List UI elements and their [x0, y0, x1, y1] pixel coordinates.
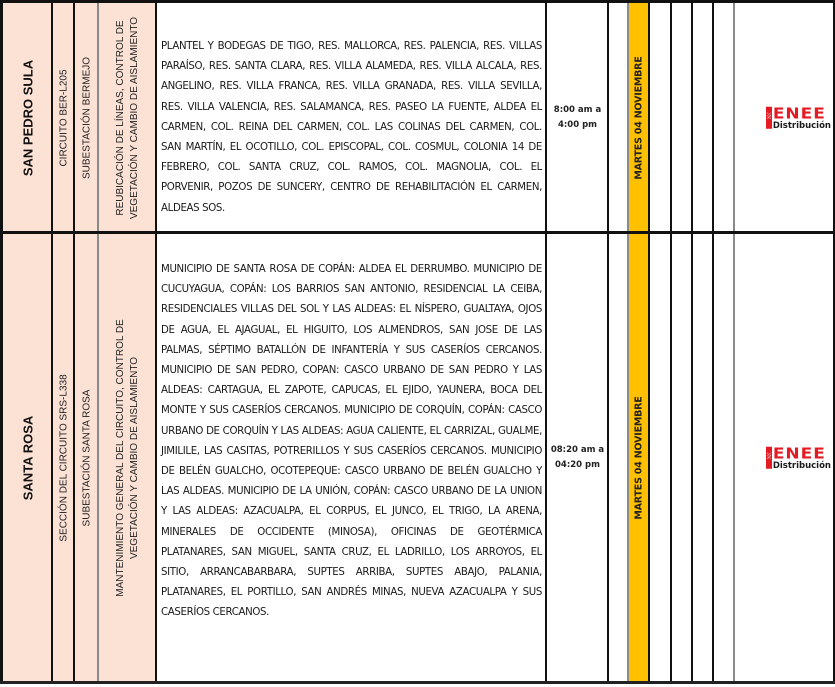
- affected-areas-cell: [155, 234, 546, 681]
- city-name: SAN PEDRO SULA: [20, 59, 35, 176]
- circuit-label: CIRCUITO BER-L205: [58, 68, 69, 167]
- city-cell: [0, 3, 52, 232]
- empty-cell: [670, 3, 692, 232]
- empty-cell: [648, 3, 671, 232]
- circuit-cell: [51, 3, 74, 232]
- affected-areas-text: MUNICIPIO DE SANTA ROSA DE COPÁN: ALDEA EL DERRUMBO. MUNICIPIO DE CUCUYAGUA, COPÁN: LOS BARRIOS SAN ANTONIO, RESIDENCIAL LA CEIBA, RESIDENCIALES VILLAS DEL SOL Y LAS ALDEAS: EL NÍSPERO, GUALTAYA, OJOS DE AGUA, EL AJAGUAL, EL HIGUITO, LOS ALMENDROS, SAN JOSE DE LAS PALMAS, SÉPTIMO BATALLÓN DE INFANTERÍA Y SUS CASERÍOS CERCANOS. MUNICIPIO DE SAN PEDRO, COPAN: CASCO URBANO DE SAN PEDRO Y LAS ALDEAS: CARTAGUA, EL ZAPOTE, CAPUCAS, EL EJIDO, YAUNERA, BOCA DEL MONTE Y SUS CASERÍOS CERCANOS. MUNICIPIO DE CORQUÍN, COPÁN: CASCO URBANO DE CORQUÍN Y LAS ALDEAS: AGUA CALIENTE, EL CARRIZAL, GUALME, JIMILILE, LAS CASITAS, POTRERILLOS Y SUS CASERÍOS CERCANOS. MUNICIPIO DE BELÉN GUALCHO, OCOTEPEQUE: CASCO URBANO DE BELÉN GUALCHO Y LAS ALDEAS. MUNICIPIO DE LA UNIÓN, COPÁN: CASCO URBANO DE LA UNION Y LAS ALDEAS: AZACUALPA, EL CORPUS, EL JUNCO, EL TRIGO, LA ARENA, MINERALES DE OCCIDENTE (MINOSA), OFICINAS DE GEOTÉRMICA PLATANARES, SAN MIGUEL, SANTA CRUZ, EL LADRILLO, LOS ARROYOS, EL SITIO, ARRANCABARBARA, SUPTES ARRIBA, SUPTES ABAJO, PALANIA, PLATANARES, EL PORTILLO, SAN ANDRÉS MINAS, NUEVA AZACUALPA Y SUS CASERÍOS CERCANOS.: [161, 264, 542, 619]
- date-label: MARTES 04 NOVIEMBRE: [633, 55, 645, 180]
- date-label: MARTES 04 NOVIEMBRE: [633, 395, 645, 520]
- work-description-cell: [97, 3, 156, 232]
- schedule-time-cell: [545, 234, 608, 681]
- enee-logo-mark-icon: [766, 447, 772, 469]
- empty-cell: [712, 234, 734, 681]
- schedule-time: [547, 443, 608, 473]
- empty-cell: [670, 234, 692, 681]
- enee-logo: [735, 445, 833, 470]
- date-cell: [627, 234, 649, 681]
- substation-label: SUBESTACIÓN BERMEJO: [81, 56, 92, 179]
- substation-label: SUBESTACIÓN SANTA ROSA: [81, 389, 92, 526]
- work-description: [114, 319, 142, 596]
- empty-cell: [691, 234, 713, 681]
- enee-logo: [735, 105, 833, 130]
- schedule-time: [547, 103, 608, 133]
- substation-cell: [73, 234, 98, 681]
- table-row-santa-rosa: [0, 231, 835, 684]
- schedule-time-cell: [545, 3, 608, 232]
- work-description-cell: [97, 234, 156, 681]
- circuit-label: SECCIÓN DEL CIRCUITO SRS-L338: [58, 373, 69, 542]
- empty-cell: [648, 234, 671, 681]
- work-description-line-2: VEGETACIÓN Y CAMBIO DE AISLAMIENTO: [128, 16, 140, 219]
- empty-cell: [691, 3, 713, 232]
- logo-subtitle: Distribución: [772, 120, 831, 131]
- empty-cell: [607, 234, 628, 681]
- logo-cell: [733, 234, 835, 681]
- time-start: 08:20 am a: [550, 444, 605, 455]
- table-row-san-pedro-sula: [0, 0, 835, 232]
- date-cell: [627, 3, 649, 232]
- empty-cell: [712, 3, 734, 232]
- city-cell: [0, 234, 52, 681]
- logo-cell: [733, 3, 835, 232]
- work-description: [114, 16, 142, 218]
- work-description-line-1: MANTENIMIENTO GENERAL DEL CIRCUITO, CONTROL DE: [114, 318, 126, 597]
- logo-brand: ENEE: [772, 444, 826, 463]
- circuit-cell: [51, 234, 74, 681]
- city-name: SANTA ROSA: [20, 415, 35, 500]
- logo-subtitle: Distribución: [772, 460, 831, 471]
- work-description-line-2: VEGETACIÓN Y CAMBIO DE AISLAMIENTO: [128, 356, 140, 559]
- enee-logo-mark-icon: [766, 107, 772, 129]
- substation-cell: [73, 3, 98, 232]
- affected-areas-text: PLANTEL Y BODEGAS DE TIGO, RES. MALLORCA, RES. PALENCIA, RES. VILLAS PARAÍSO, RES. SANTA CLARA, RES. VILLA ALAMEDA, RES. VILLA ALCALA, RES. ANGELINO, RES. VILLA FRANCA, RES. VILLA GRANADA, RES. VILLA SEVILLA, RES. VILLA VALENCIA, RES. SALAMANCA, RES. PASEO LA FUENTE, ALDEA EL CARMEN, COL. REINA DEL CARMEN, COL. LAS COLINAS DEL CARMEN, COL. SAN MARTÍN, EL OCOTILLO, COL. EPISCOPAL, COL. COSMUL, COLONIA 14 DE FEBRERO, COL. SANTA CRUZ, COL. RAMOS, COL. MAGNOLIA, COL. EL PORVENIR, POZOS DE SUNCERY, CENTRO DE REHABILITACIÓN EL CARMEN, ALDEAS SOS.: [161, 41, 542, 214]
- time-end: 4:00 pm: [557, 119, 598, 130]
- work-description-line-1: REUBICACIÓN DE LÍNEAS, CONTROL DE: [114, 19, 126, 216]
- affected-areas-cell: [155, 3, 546, 232]
- empty-cell: [607, 3, 628, 232]
- time-start: 8:00 am a: [553, 104, 602, 115]
- time-end: 04:20 pm: [555, 459, 600, 470]
- logo-brand: ENEE: [772, 104, 826, 123]
